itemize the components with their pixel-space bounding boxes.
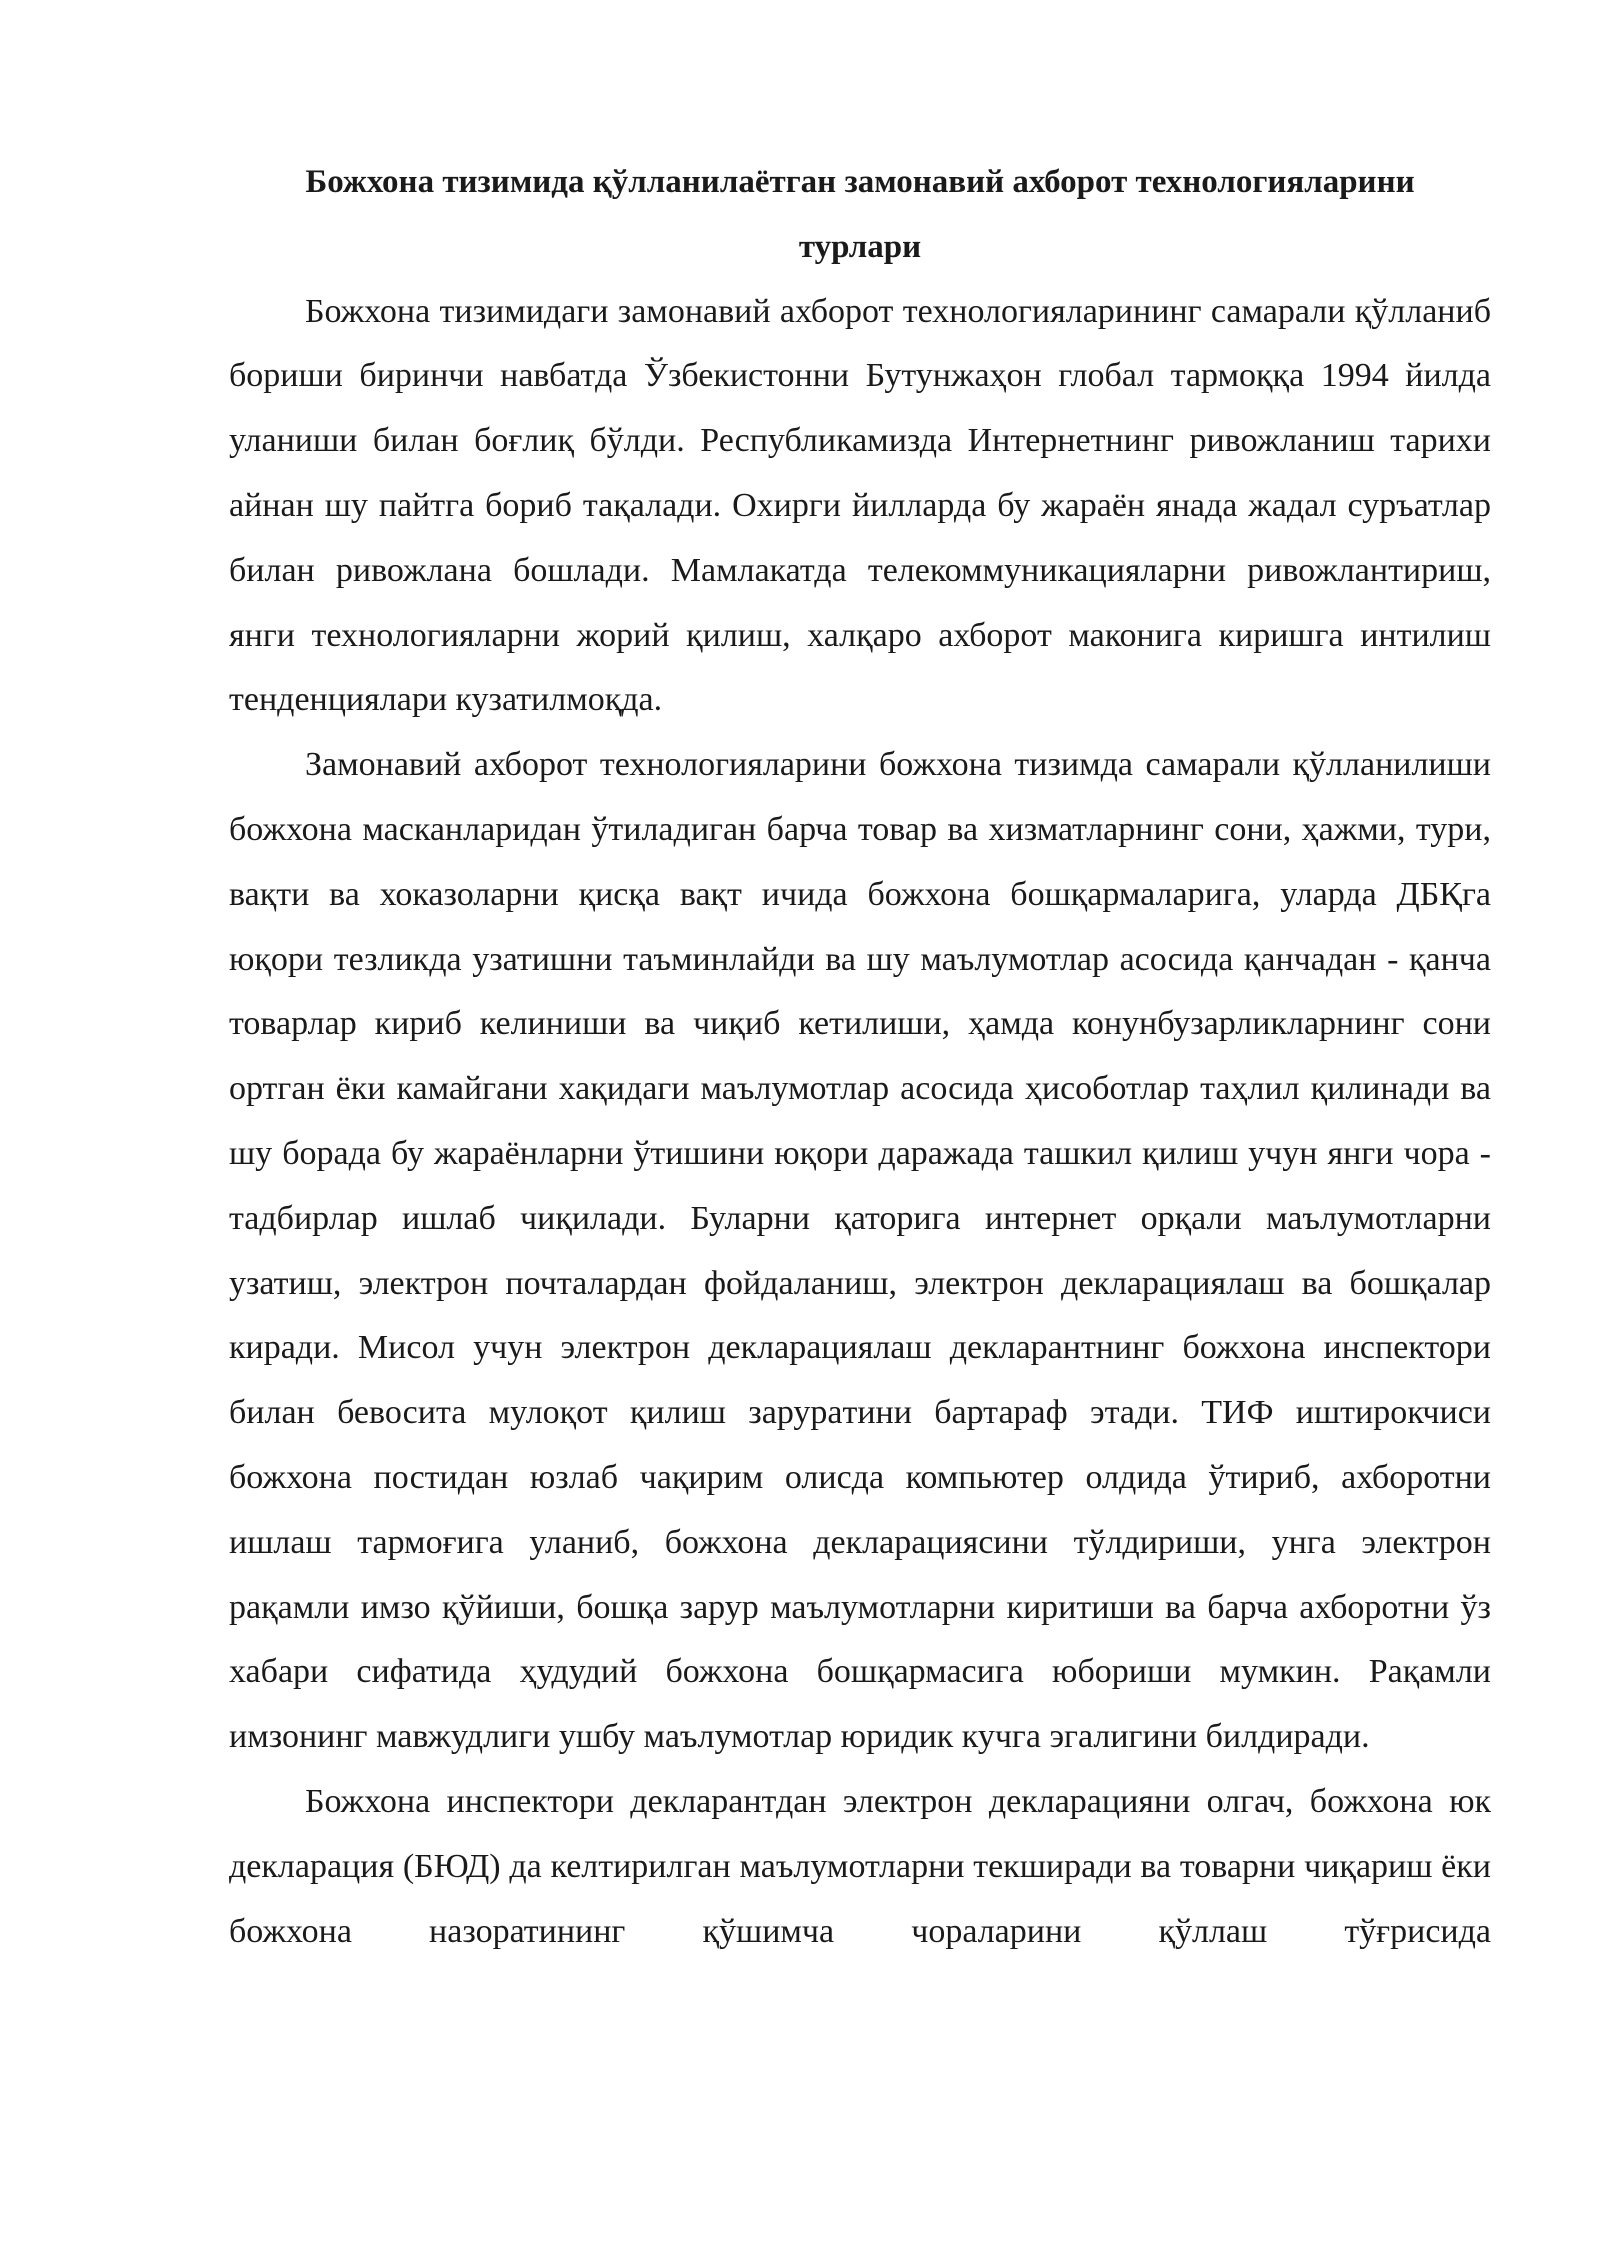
document-title: [229, 150, 1491, 280]
document-title-line-1: Божхона тизимида қўлланилаётган замонавий ахборот технологияларини: [305, 164, 1415, 200]
document-title-line-2: турлари: [798, 228, 922, 265]
paragraph-1: Божхона тизимидаги замонавий ахборот технологияларининг самарали қўлланиб бориши биринчи навбатда Ўзбекистонни Бутунжаҳон глобал тармоққа 1994 йилда уланиши билан боғлиқ бўлди. Республикамизда Интернетнинг ривожланиш тарихи айнан шу пайтга бориб тақалади. Охирги йилларда бу жараён янада жадал суръатлар билан ривожлана бошлади. Мамлакатда телекоммуникацияларни ривожлантириш, янги технологияларни жорий қилиш, халқаро ахборот маконига киришга интилиш тенденциялари кузатилмоқда.: [229, 292, 1491, 719]
paragraph-3: Божхона инспектори декларантдан электрон декларацияни олгач, божхона юк декларация (БЮД) да келтирилган маълумотларни текширади ва товарни чиқариш ёки божхона назоратининг қўшимча чораларини қўллаш тўғрисида: [229, 1782, 1491, 1950]
paragraph-2: Замонавий ахборот технологияларини божхона тизимда самарали қўлланилиши божхона масканларидан ўтиладиган барча товар ва хизматларнинг сони, ҳажми, тури, вақти ва хоказоларни қисқа вақт ичида божхона бошқармаларига, уларда ДБҚга юқори тезликда узатишни таъминлайди ва шу маълумотлар асосида қанчадан - қанча товарлар кириб келиниши ва чиқиб кетилиши, ҳамда конунбузарликларнинг сони ортган ёки камайгани хақидаги маълумотлар асосида ҳисоботлар таҳлил қилинади ва шу борада бу жараёнларни ўтишини юқори даражада ташкил қилиш учун янги чора - тадбирлар ишлаб чиқилади. Буларни қаторига интернет орқали маълумотларни узатиш, электрон почталардан фойдаланиш, электрон декларациялаш ва бошқалар киради. Мисол учун электрон декларациялаш декларантнинг божхона инспектори билан бевосита мулоқот қилиш зарурaтини бартараф этади. ТИФ иштирокчиси божхона постидан юзлаб чақирим олисда компьютер олдида ўтириб, ахборотни ишлаш тармоғига уланиб, божхона декларациясини тўлдириши, унга электрон рақамли имзо қўйиши, бошқа зарур маълумотларни киритиши ва барча ахборотни ўз хабари сифатида ҳудудий божхона бошқармасига юбориши мумкин. Рақамли имзонинг мавжудлиги ушбу маълумотлар юридик кучга эгалигини билдиради.: [229, 746, 1491, 1756]
document-body: [229, 150, 1491, 1964]
